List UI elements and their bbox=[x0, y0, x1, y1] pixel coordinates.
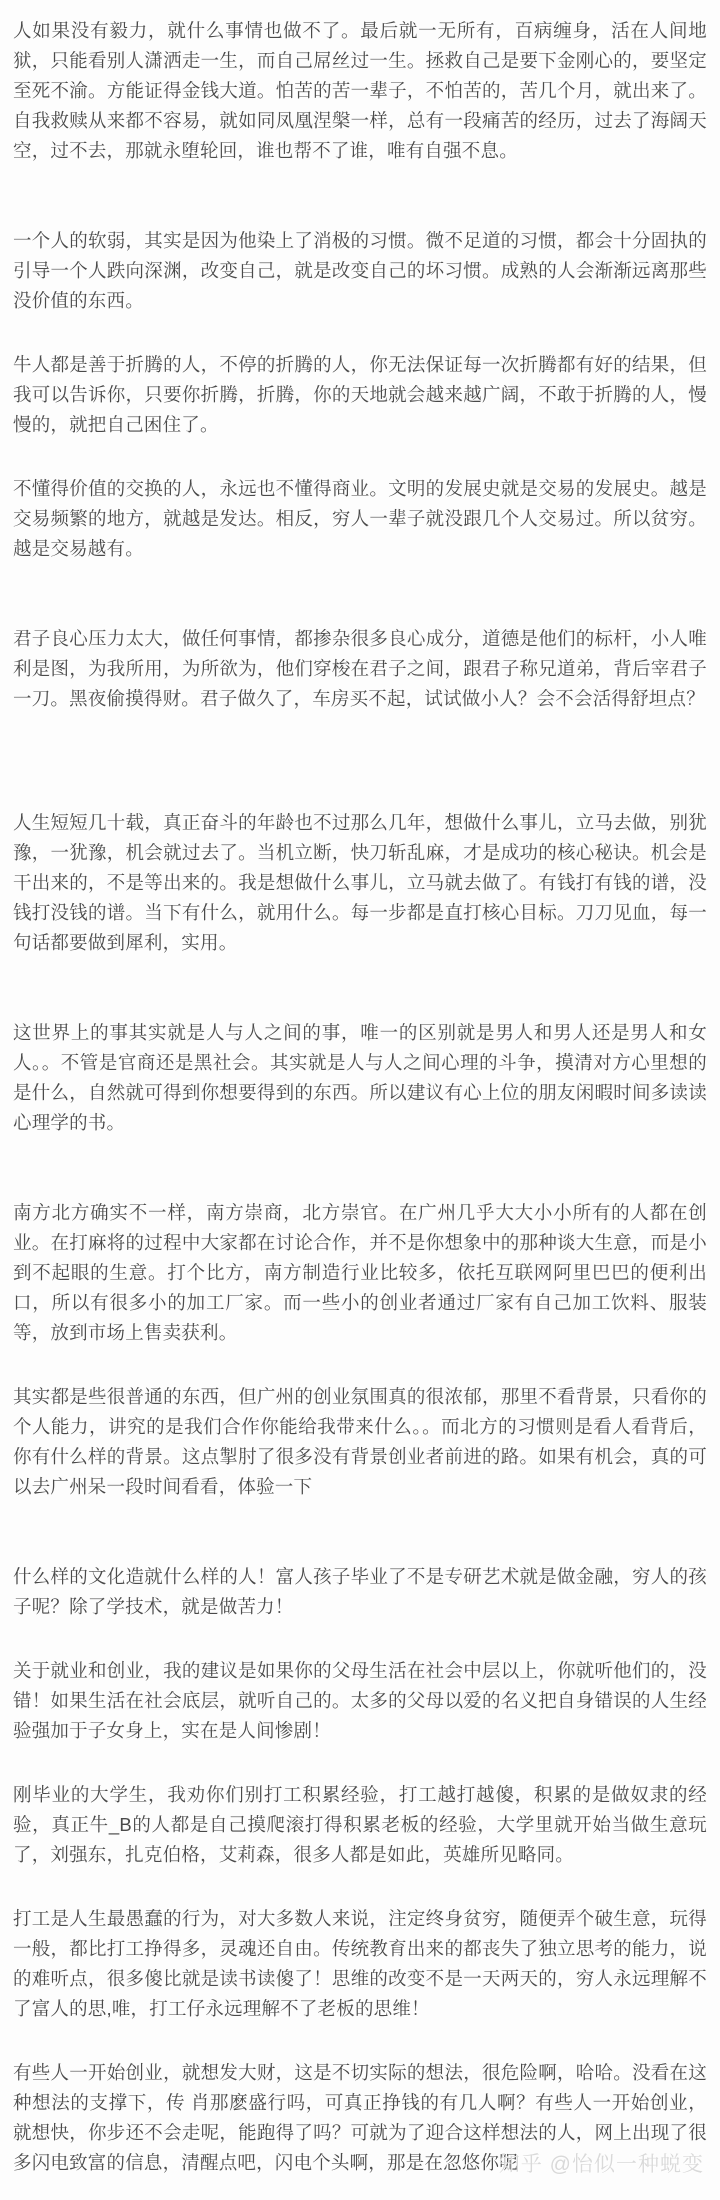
paragraph: 什么样的文化造就什么样的人！富人孩子毕业了不是专研艺术就是做金融，穷人的孩子呢？除了学技术，就是做苦力！ bbox=[13, 1566, 707, 1617]
paragraph: 关于就业和创业，我的建议是如果你的父母生活在社会中层以上，你就听他们的，没错！如果生活在社会底层，就听自己的。太多的父母以爱的名义把自身错误的人生经验强加于子女身上，实在是人间惨剧！ bbox=[13, 1660, 707, 1741]
paragraph: 打工是人生最愚蠢的行为，对大多数人来说，注定终身贫穷，随便弄个破生意，玩得一般，都比打工挣得多，灵魂还自由。传统教育出来的都丧失了独立思考的能力，说的难听点，很多傻比就是读书读傻了！思维的改变不是一天两天的，穷人永远理解不了富人的思,唯，打工仔永远理解不了老板的思维！ bbox=[13, 1908, 707, 2019]
paragraph: 这世界上的事其实就是人与人之间的事，唯一的区别就是男人和男人还是男人和女人。。不管是官商还是黑社会。其实就是人与人之间心理的斗争，摸清对方心里想的是什么，自然就可得到你想要得到的东西。所以建议有心上位的朋友闲暇时间多读读心理学的书。 bbox=[13, 1022, 707, 1133]
zhihu-watermark: 知乎 @怡似一种蜕变 bbox=[498, 2153, 704, 2176]
paragraph: 其实都是些很普通的东西，但广州的创业氛围真的很浓郁，那里不看背景，只看你的个人能力，讲究的是我们合作你能给我带来什么。。而北方的习惯则是看人看背后，你有什么样的背景。这点掣肘了很多没有背景创业者前进的路。如果有机会，真的可以去广州呆一段时间看看，体验一下 bbox=[13, 1386, 707, 1497]
paragraph: 君子良心压力太大，做任何事情，都掺杂很多良心成分，道德是他们的标杆，小人唯利是图，为我所用，为所欲为，他们穿梭在君子之间，跟君子称兄道弟，背后宰君子一刀。黑夜偷摸得财。君子做久了，车房买不起，试试做小人？会不会活得舒坦点？ bbox=[13, 628, 707, 709]
paragraph: 有些人一开始创业，就想发大财，这是不切实际的想法，很危险啊，哈哈。没看在这种想法的支撑下，传 肖那麽盛行吗，可真正挣钱的有几人啊？有些人一开始创业，就想快，你步还不会走呢，能跑得了吗？可就为了迎合这样想法的人，网上出现了很多闪电致富的信息，清醒点吧，闪电个头啊，那是在忽悠你呢 bbox=[13, 2062, 707, 2173]
paragraph: 南方北方确实不一样，南方崇商，北方崇官。在广州几乎大大小小所有的人都在创业。在打麻将的过程中大家都在讨论合作，并不是你想象中的那种谈大生意，而是小到不起眼的生意。打个比方，南方制造行业比较多，依托互联网阿里巴巴的便利出口，所以有很多小的加工厂家。而一些小的创业者通过厂家有自己加工饮料、服装等，放到市场上售卖获利。 bbox=[13, 1202, 707, 1343]
paragraph: 牛人都是善于折腾的人，不停的折腾的人，你无法保证每一次折腾都有好的结果，但我可以告诉你，只要你折腾，折腾，你的天地就会越来越广阔，不敢于折腾的人，慢慢的，就把自己困住了。 bbox=[13, 354, 707, 435]
paragraph: 人生短短几十载，真正奋斗的年龄也不过那么几年，想做什么事儿，立马去做，别犹豫，一犹豫，机会就过去了。当机立断，快刀斩乱麻，才是成功的核心秘诀。机会是干出来的，不是等出来的。我是想做什么事儿，立马就去做了。有钱打有钱的谱，没钱打没钱的谱。当下有什么，就用什么。每一步都是直打核心目标。刀刀见血，每一句话都要做到犀利，实用。 bbox=[13, 812, 707, 953]
paragraph: 不懂得价值的交换的人，永远也不懂得商业。文明的发展史就是交易的发展史。越是交易频繁的地方，就越是发达。相反，穷人一辈子就没跟几个人交易过。所以贫穷。越是交易越有。 bbox=[13, 478, 707, 559]
paragraph: 刚毕业的大学生，我劝你们别打工积累经验，打工越打越傻，积累的是做奴隶的经验，真正牛_B的人都是自己摸爬滚打得积累老板的经验，大学里就开始当做生意玩了，刘强东，扎克伯格，艾莉森，很多人都是如此，英雄所见略同。 bbox=[13, 1784, 707, 1865]
paragraph: 一个人的软弱，其实是因为他染上了消极的习惯。微不足道的习惯，都会十分固执的引导一个人跌向深渊，改变自己，就是改变自己的坏习惯。成熟的人会渐渐远离那些没价值的东西。 bbox=[13, 230, 707, 311]
paragraph: 人如果没有毅力，就什么事情也做不了。最后就一无所有，百病缠身，活在人间地狱，只能看别人潇洒走一生，而自己屌丝过一生。拯救自己是要下金刚心的，要坚定至死不渝。方能证得金钱大道。怕苦的苦一辈子，不怕苦的，苦几个月，就出来了。自我救赎从来都不容易，就如同凤凰涅槃一样，总有一段痛苦的经历，过去了海阔天空，过不去，那就永堕轮回，谁也帮不了谁，唯有自强不息。 bbox=[13, 20, 707, 161]
